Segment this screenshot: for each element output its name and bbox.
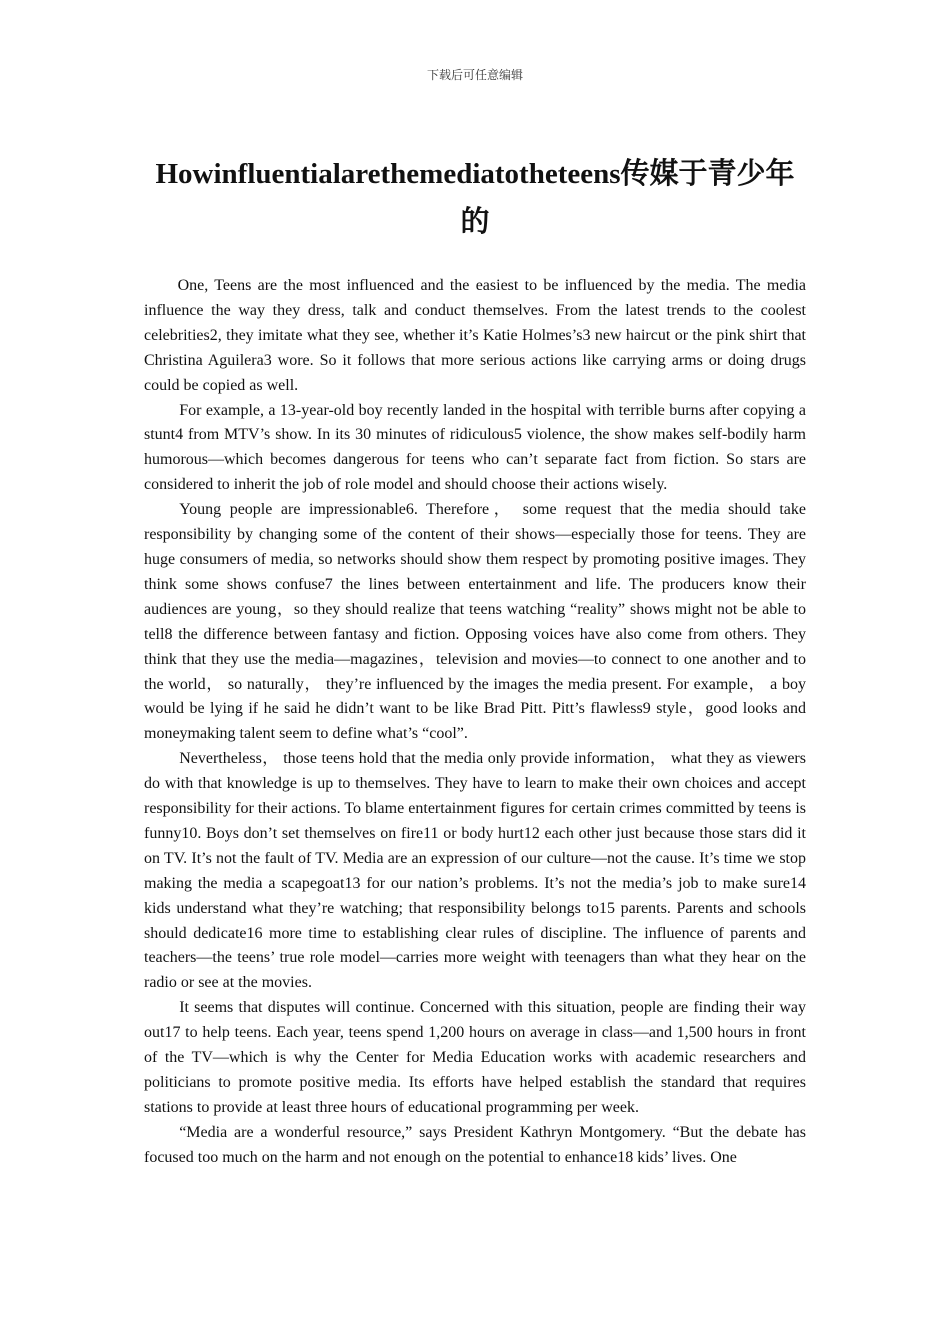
paragraph-4: Nevertheless， those teens hold that the media only provide information， what they as viewers do with that knowledge is up to themselves. They have to learn to make their own choices and accept responsibility for their actions. To blame entertainment figures for certain crimes committed by teens is funny10. Boys don’t set themselves on fire11 or body hurt12 each other just because those stars did it on TV. It’s not the fault of TV. Media are an expression of our culture—not the cause. It’s time we stop making the media a scapegoat13 for our nation’s problems. It’s not the media’s job to make sure14 kids understand what they’re watching; that responsibility belongs to15 parents. Parents and schools should dedicate16 more time to establishing clear rules of discipline. The influence of parents and teachers—the teens’ true role model—carries more weight with teenagers than what they hear on the radio or see at the movies.: [144, 750, 806, 992]
page-header-watermark: 下载后可任意编辑: [426, 68, 523, 82]
paragraph-6: “Media are a wonderful resource,” says President Kathryn Montgomery. “But the debate has focused too much on the harm and not enough on the potential to enhance18 kids’ lives. One: [144, 1123, 806, 1166]
paragraph-1: One, Teens are the most influenced and the easiest to be influenced by the media. The media influence the way they dress, talk and conduct themselves. From the latest trends to the coolest celebrities2, they imitate what they see, whether it’s Katie Holmes’s3 new haircut or the pink shirt that Christina Aguilera3 wore. So it follows that more serious actions like carrying arms or doing drugs could be copied as well.: [144, 277, 806, 394]
paragraph-3: Young people are impressionable6. Therefore， some request that the media should take responsibility by changing some of the content of their shows—especially those for teens. They are huge consumers of media, so networks should show them respect by promoting positive images. They think some shows confuse7 the lines between entertainment and life. The producers know their audiences are young，so they should realize that teens watching “reality” shows might not be able to tell8 the difference between fantasy and fiction. Opposing voices have also come from others. They think that they use the media—magazines，television and movies—to connect to one another and to the world， so naturally， they’re influenced by the images the media present. For example， a boy would be lying if he said he didn’t want to be like Brad Pitt. Pitt’s flawless9 style，good looks and moneymaking talent seem to define what’s “cool”.: [144, 501, 806, 743]
document-title: Howinfluentialarethemediatotheteens传媒于青少年的: [155, 158, 795, 238]
paragraph-2: For example, a 13-year-old boy recently landed in the hospital with terrible burns after copying a stunt4 from MTV’s show. In its 30 minutes of ridiculous5 violence, the show makes self-bodily harm humorous—which becomes dangerous for teens who can’t separate fact from fiction. So stars are considered to inherit the job of role model and should choose their actions wisely.: [144, 401, 806, 494]
paragraph-5: It seems that disputes will continue. Concerned with this situation, people are finding their way out17 to help teens. Each year, teens spend 1,200 hours on average in class—and 1,500 hours in front of the TV—which is why the Center for Media Education works with academic researchers and politicians to promote positive media. Its efforts have helped establish the standard that requires stations to provide at least three hours of educational programming per week.: [144, 999, 806, 1116]
document-body: [144, 274, 806, 1171]
